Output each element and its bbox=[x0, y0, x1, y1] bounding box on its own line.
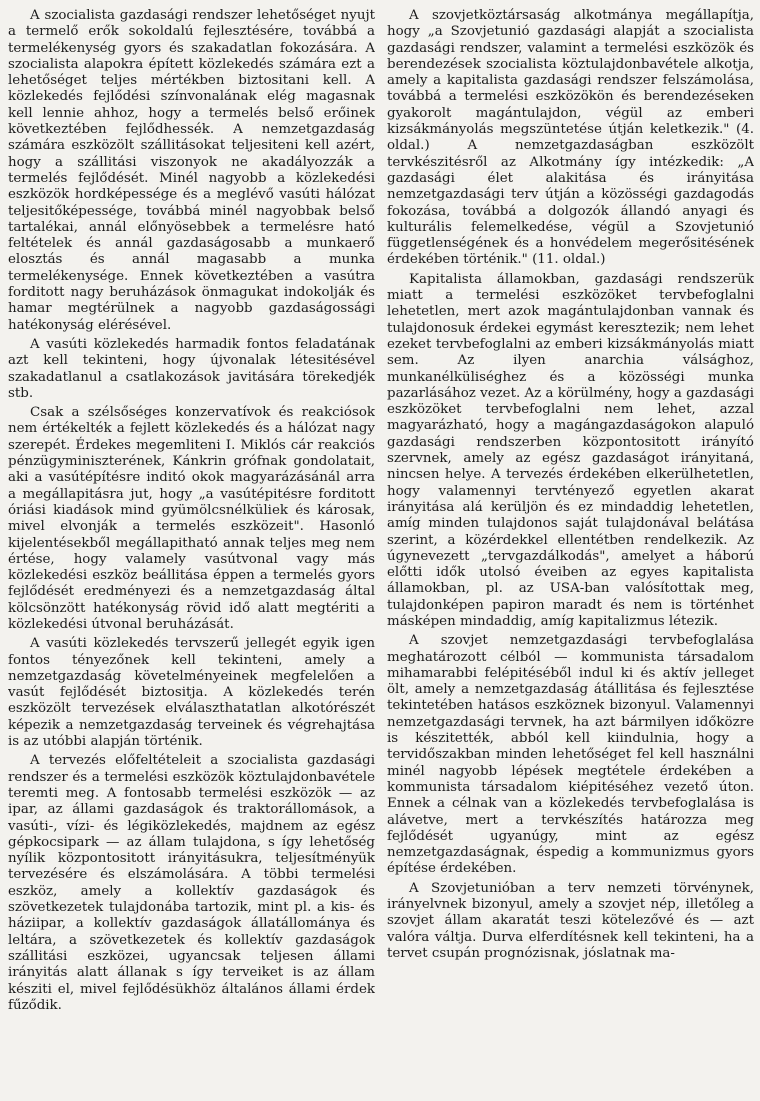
paragraph: Csak a szélsőséges konzervatívok és reakciósok nem értékelték a fejlett közlekedés és a hálózat nagy szerepét. Érdekes megemliteni I. Miklós cár reakciós pénzügyminiszterének, Kánkrin grófnak gondolatait, aki a vasútépítésre inditó okok magyarázásánál arra a megállapitásra jut, hogy „a vasútépitésre forditott óriási kiadások mind gyümölcsnélküliek és károsak, mivel elvonják a termelés eszközeit". Hasonló kijelentésekből megállapitható annak teljes meg nem értése, hogy valamely vasútvonal vagy más közlekedési eszköz beállitása éppen a termelés gyors fejlődését eredményezi és a nemzetgazdaság által kölcsönzött hatékonyság rövid idő alatt megtériti a közlekedési útvonal beruházását. bbox=[8, 405, 375, 632]
paragraph: A szocialista gazdasági rendszer lehetőséget nyujt a termelő erők sokoldalú fejlesztésére, továbbá a termelékenység gyors és szakadatlan fokozására. A szocialista alapokra épített közlekedés számára ezt a lehetőséget teljes mértékben biztositani kell. A közlekedés fejlődési színvonalának elég magasnak kell lennie ahhoz, hogy a termelés belső erőinek következtében fejlődhessék. A nemzetgazdaság számára eszközölt szállitásokat teljesiteni kell azért, hogy a szállitási viszonyok ne akadályozzák a termelés fejlődését. Minél nagyobb a közlekedési eszközök hordképessége és a meglévő vasúti hálózat teljesitőképessége, továbbá minél nagyobbak belső tartalékai, annál előnyösebbek a termelésre ható feltételek és annál gazdaságosabb a munkaerő elosztás és annál magasabb a munka termelékenysége. Ennek következtében a vasútra forditott nagy beruházások önmagukat indokolják és hamar megtérülnek a nagyobb gazdaságossági hatékonyság elérésével. bbox=[8, 8, 375, 333]
left-column bbox=[8, 8, 375, 1101]
right-column bbox=[387, 8, 754, 1101]
paragraph: A szovjetköztársaság alkotmánya megállapítja, hogy „a Szovjetunió gazdasági alapját a szocialista gazdasági rendszer, valamint a termelési eszközök és berendezések szocialista köztulajdonbavétele alkotja, amely a kapitalista gazdasági rendszer felszámolása, továbbá a termelési eszközökön és berendezéseken gyakorolt magántulajdon, végül az emberi kizsákmányolás megszüntetése útján keletkezik." (4. oldal.) A nemzetgazdaságban eszközölt tervkészitésről az Alkotmány így intézkedik: „A gazdasági élet alakitása és irányitása nemzetgazdasági terv útján a közösségi gazdagodás fokozása, továbbá a dolgozók állandó anyagi és kulturális felemelkedése, végül a Szovjetunió függetlenségének és a honvédelem megerősitésének érdekében történik." (11. oldal.) bbox=[387, 8, 754, 268]
paragraph: Kapitalista államokban, gazdasági rendszerük miatt a termelési eszközöket tervbefoglalni lehetetlen, mert azok magántulajdonban vannak és tulajdonosuk érdekei egymást keresztezik; nem lehet ezeket tervbefoglalni az emberi kizsákmányolás miatt sem. Az ilyen anarchia válsághoz, munkanélküliséghez és a közösségi munka pazarlásához vezet. Az a körülmény, hogy a gazdasági eszközöket tervbefoglalni nem lehet, azzal magyarázható, hogy a magángazdaságokon alapuló gazdasági rendszerben központositott irányító szervnek, amely az egész gazdaságot irányitaná, nincsen helye. A tervezés érdekében elkerülhetetlen, hogy valamennyi tervtényező egyetlen akarat irányitása alá kerüljön és ez mindaddig lehetetlen, amíg minden tulajdonos saját tulajdonával belátása szerint, a közérdekkel ellentétben rendelkezik. Az úgynevezett „tervgazdálkodás", amelyet a háború előtti idők utolsó éveiben az egyes kapitalista államokban, pl. az USA-ban valósítottak meg, tulajdonképen papiron maradt és nem is történhet másképen mindaddig, amíg kapitalizmus létezik. bbox=[387, 271, 754, 629]
paragraph: A szovjet nemzetgazdasági tervbefoglalása meghatározott célból — kommunista társadalom mihamarabbi felépitéséből indul ki és aktív jelleget ölt, amely a nemzetgazdaság átállitása és fejlesztése tekintetében hatásos eszköznek bizonyul. Valamennyi nemzetgazdasági tervnek, ha azt bármilyen időközre is készitették, abból kell kiindulnia, hogy a tervidőszakban minden lehetőséget fel kell használni minél nagyobb lépések megtétele érdekében a kommunista társadalom kiépitéséhez vezető úton. Ennek a célnak van a közlekedés tervbefoglalása is alávetve, mert a tervkészítés határozza meg fejlődését ugyanúgy, mint az egész nemzetgazdaságnak, éspedig a kommunizmus gyors építése érdekében. bbox=[387, 633, 754, 877]
paragraph: A tervezés előfeltételeit a szocialista gazdasági rendszer és a termelési eszközök köztulajdonbavétele teremti meg. A fontosabb termelési eszközök — az ipar, az állami gazdaságok és traktorállomások, a vasúti-, vízi- és légiközlekedés, majdnem az egész gépkocsipark — az állam tulajdona, s így lehetőség nyílik központositott irányitásukra, teljesítményük tervezésére és elszámolására. A többi termelési eszköz, amely a kollektív gazdaságok és szövetkezetek tulajdonába tartozik, mint pl. a kis- és háziipar, a kollektív gazdaságok állatállománya és leltára, a szövetkezetek és kollektív gazdaságok szállitási eszközei, ugyancsak teljesen állami irányitás alatt állanak s így terveiket is az állam késziti el, mivel fejlődésükhöz általános állami érdek fűződik. bbox=[8, 753, 375, 1013]
paragraph: A vasúti közlekedés harmadik fontos feladatának azt kell tekinteni, hogy újvonalak létesitésével szakadatlanul a csatlakozások javitására törekedjék stb. bbox=[8, 336, 375, 401]
paragraph: A Szovjetunióban a terv nemzeti törvénynek, irányelvnek bizonyul, amely a szovjet nép, illetőleg a szovjet állam akaratát teszi kötelezővé és — azt valóra váltja. Durva elferdítésnek kell tekinteni, ha a tervet csupán prognózisnak, jóslatnak ma- bbox=[387, 880, 754, 961]
paragraph: A vasúti közlekedés tervszerű jellegét egyik igen fontos tényezőnek kell tekinteni, amely a nemzetgazdaság követelményeinek megfelelően a vasút fejlődését biztositja. A közlekedés terén eszközölt tervezések elválaszthatatlan alkotórészét képezik a nemzetgazdaság terveinek és végrehajtása is az utóbbi alapján történik. bbox=[8, 636, 375, 750]
